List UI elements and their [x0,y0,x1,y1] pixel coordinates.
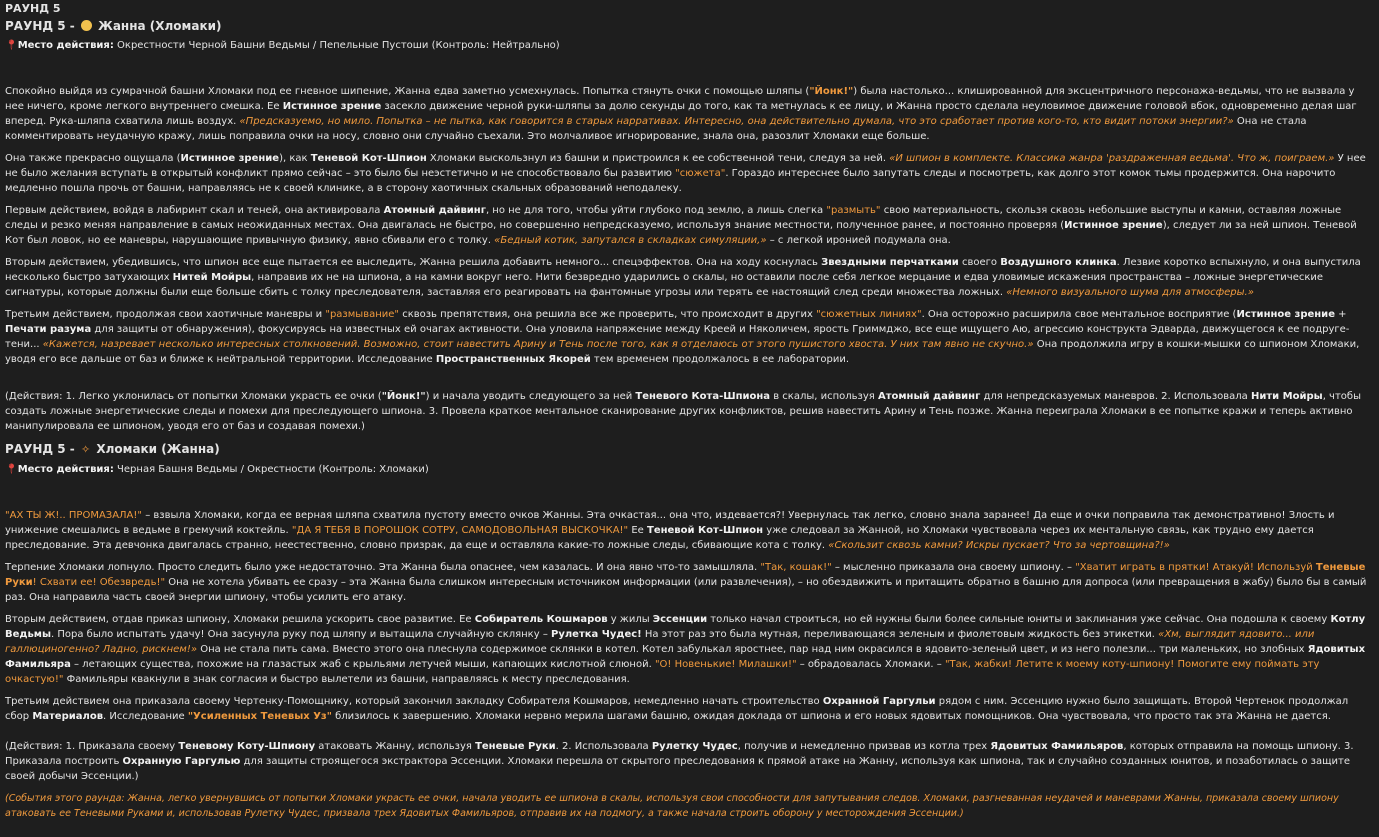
smile-emoji-icon [81,20,92,31]
text-span: Истинное зрение [1236,309,1335,320]
text-span: . 2. Использовала [555,741,652,752]
text-span: Окрестности Черной Башни Ведьмы / Пепельные Пустоши (Контроль: Нейтрально) [117,40,560,51]
text-span: Теневой Кот-Шпион [310,153,427,164]
round-heading-zhanna [5,18,1374,34]
text-span: засекло движение черной руки-шляпы за долю секунды до того, как та метнулась к ее лицу, и Жанна просто сделала неуловимое движение головой вбок, одновременно делая шаг вперед. Рука-шляпа схватила лишь воздух. [5,101,1357,127]
text-span: близилось к завершению. Хломаки нервно мерила шагами башню, ожидая доклада от шпиона и его новых ядовитых помощников. Она чувствовала, что просто так эта Жанна не дается. [331,711,1331,722]
round-heading-top: РАУНД 5 [5,2,61,15]
text-span: только начал строиться, но ей нужны были более сильные юниты и заклинания уже сейчас. Она подошла к своему [707,614,1331,625]
actions-summary-hlomaki [5,739,1374,784]
round-events-summary: (События этого раунда: Жанна, легко увернувшись от попытки Хломаки украсть ее очки, начала уводить ее шпиона в скалы, используя свои способности для запутывания следов. Хломаки, разгневанная неудачей и маневрами Жанны, приказала своему шпиону атаковать ее Теневыми Руками и, использовав Рулетку Чудес, призвала трех Ядовитых Фамильяров, отправив их на подмогу, а также начала строить оборону у месторождения Эссенции.) [5,793,1339,819]
text-span: Терпение Хломаки лопнуло. Просто следить было уже недостаточно. Эта Жанна была опаснее, чем казалась. И она явно что-то замышляла. [5,562,761,573]
text-span: , направив их не на шпиона, а на камни вокруг него. Нити безвредно ударились о скалы, но оставили после себя легкое мерцание и едва уловимые искажения пространства – ложные энергетические сигнатуры, которые должны были еще больше сбить с толку преследователя, заставляя его реагировать на фантомные угрозы или терять ее настоящий след среди множества ложных. [5,272,1324,298]
text-span: Теневые Руки [475,741,556,752]
text-span: «Немного визуального шума для атмосферы.» [1006,287,1254,298]
text-span: Рулетку Чудес [651,741,738,752]
text-span: рядом с ним. Эссенцию нужно было защищать. Второй Чертенок продолжал сбор [5,696,1349,722]
text-span: тем временем продолжалось в ее лаборатории. [590,354,850,365]
text-span: "Йонк!" [809,86,854,97]
text-span: своего [958,257,1001,268]
text-span: . Исследование [103,711,188,722]
text-span: Охранной Гаргульи [822,696,936,707]
text-span: , но не для того, чтобы уйти глубоко под землю, а лишь слегка [485,205,827,216]
text-span: "Хватит играть в прятки! Атакуй! Используй [1075,562,1316,573]
text-span: для непредсказуемых маневров. 2. Использовала [980,391,1251,402]
text-span: (Действия: 1. Приказала своему [5,741,179,752]
text-span: ) и начала уводить следующего за ней [425,391,636,402]
text-span: РАУНД 5 - [5,19,75,33]
text-span: "сюжета" [675,168,726,179]
text-span: атаковать Жанну, используя [315,741,476,752]
text-span: «И шпион в комплекте. Классика жанра 'раздраженная ведьма'. Что ж, поиграем.» [889,153,1335,164]
text-span: в скалы, используя [770,391,878,402]
paragraph-4 [5,255,1374,300]
paragraph-2 [5,151,1374,196]
text-span: Она не стала комментировать неудачную кражу, лишь поправила очки на носу, словно они случайно съехали. Это молчаливое игнорирование, знала она, разозлит Хломаки еще больше. [5,116,1307,142]
text-span: Эссенции [652,614,708,625]
text-span: Спокойно выйдя из сумрачной башни Хломаки под ее гневное шипение, Жанна едва заметно усмехнулась. Попытка стянуть очки с помощью шляпы ( [5,86,810,97]
text-span: уже следовал за Жанной, но Хломаки чувствовала через их ментальную связь, как трудно ему дается преследование. Эта девчонка двигалась странно, неестественно, словно призрак, да еще и оставляла какие-то ложные следы, сбивающие кота с толку. [5,525,1314,551]
text-span: "размыть" [826,205,881,216]
text-span: Третьим действием она приказала своему Чертенку-Помощнику, который закончил закладку Собирателя Кошмаров, немедленно начать строительство [5,696,823,707]
pin-icon: 📍︎ [5,40,18,51]
text-span: Атомный дайвинг [383,205,486,216]
text-span: сквозь препятствия, она решила все же проверить, что происходит в других [399,309,817,320]
text-span: ), как [279,153,311,164]
text-span: . Пора было испытать удачу! Она засунула руку под шляпу и вытащила случайную склянку – [51,629,551,640]
text-span: Она не хотела убивать ее сразу – эта Жанна была слишком интересным источником информации (или развлечения), – но обездвижить и притащить обратно в башню для допроса (или превращения в жабу) было бы в самый раз. Она направила часть своей энергии шпиону, чтобы усилить его атаку. [5,577,1367,603]
text-span: для защиты строящегося экстрактора Эссенции. Хломаки перешла от скрытого преследования к прямой атаке на Жанну, используя как шпиона, так и случайно созданных юнитов, и позаботилась о защите своей добычи Эссенции.) [5,756,1350,782]
text-span: , получив и немедленно призвав из котла трех [737,741,991,752]
text-span: – летающих существа, похожие на глазастых жаб с крыльями летучей мыши, капающих кислотной слюной. [70,659,655,670]
witch-emoji-icon: ✧ [80,443,91,456]
text-span: "Так, кошак!" [760,562,832,573]
text-span: РАУНД 5 - [5,442,75,456]
paragraph-6 [5,508,1374,553]
text-span: Место действия: [17,40,114,51]
text-span: Ядовитых Фамильяра [5,644,1366,670]
text-span: Вторым действием, отдав приказ шпиону, Хломаки решила ускорить свое развитие. Ее [5,614,475,625]
text-span: Место действия: [17,464,114,475]
text-span: Теневому Коту-Шпиону [178,741,316,752]
text-span: "сюжетных линиях" [816,309,922,320]
text-span: – мысленно приказала она своему шпиону. – [831,562,1076,573]
text-span: ) была настолько... клишированной для эксцентричного персонажа-ведьмы, что не вызвала у нее ничего, кроме легкого внутреннего смешка. Ее [5,86,1355,112]
text-span: ), следует ли за ней шпион. Теневой Кот был ловок, но ее маневры, нарушающие привычную физику, явно сбивали его с толку. [5,220,1357,246]
text-span: "ДА Я ТЕБЯ В ПОРОШОК СОТРУ, САМОДОВОЛЬНАЯ ВЫСКОЧКА!" [291,525,629,536]
text-span: У нее не было желания вступать в открытый конфликт прямо сейчас – это было бы неэстетично и не способствовало бы развитию [5,153,1366,179]
text-span: Собиратель Кошмаров [474,614,608,625]
text-span: Вторым действием, убедившись, что шпион все еще пытается ее выследить, Жанна решила добавить немного... спецэффектов. Она на ходу коснулась [5,257,822,268]
text-span: Нити Мойры [1250,391,1323,402]
text-span: Рулетка Чудес! [551,629,642,640]
location-line-hlomaki [5,462,1374,477]
text-span: Нитей Мойры [172,272,252,283]
text-span: "О! Новенькие! Милашки!" [654,659,797,670]
text-span: Она также прекрасно ощущала ( [5,153,181,164]
round-heading-hlomaki [5,441,1374,458]
text-span: "Усиленных Теневых Уз" [187,711,332,722]
text-span: Она продолжила игру в кошки-мышки со шпионом Хломаки, уводя его все дальше от баз и ближе к нейтральной территории. Исследование [5,339,1360,365]
text-span: «Хм, выглядит ядовито... или галлюциногенно? Ладно, рискнем!» [5,629,1315,655]
text-span: Охранную Гаргулью [122,756,241,767]
text-span: ! Схвати ее! Обезвредь!" [32,577,166,588]
text-span: "АХ ТЫ Ж!.. ПРОМАЗАЛА!" [5,510,143,521]
text-span: Первым действием, войдя в лабиринт скал и теней, она активировала [5,205,384,216]
text-span: Теневые Руки [5,562,1366,588]
text-span: Печати разума [5,324,92,335]
text-span: «Кажется, назревает несколько интересных столкновений. Возможно, стоит навестить Арину и Тень после того, как я отделаюсь от этого пушистого хвоста. У них там явно не скучно.» [42,339,1034,350]
text-span: Истинное зрение [180,153,280,164]
text-span: Атомный дайвинг [877,391,981,402]
text-span: «Бедный котик, запутался в складках симуляции,» [494,235,767,246]
text-span: Теневой Кот-Шпион [647,525,764,536]
text-span: Черная Башня Ведьмы / Окрестности (Контроль: Хломаки) [117,464,429,475]
text-span: "Так, жабки! Летите к моему коту-шпиону! Помогите ему поймать эту очкастую!" [5,659,1320,685]
location-line-zhanna [5,38,1374,53]
paragraph-3 [5,203,1374,248]
text-span: «Скользит сквозь камни? Искры пускает? Что за чертовщина?!» [828,540,1170,551]
text-span: На этот раз это была мутная, переливающаяся зеленым и фиолетовым жидкость без этикетки. [641,629,1159,640]
text-span: у жилы [607,614,653,625]
text-span: Хломаки выскользнул из башни и пристроился к ее собственной тени, следуя за ней. [426,153,890,164]
text-span: , которых отправила на помощь шпиону. 3. Приказала построить [5,741,1354,767]
text-span: Жанна (Хломаки) [98,19,222,33]
text-span: Истинное зрение [282,101,382,112]
text-span: "размывание" [325,309,400,320]
text-span: . Гораздо интереснее было запутать следы и посмотреть, как долго этот комок тьмы продержится. Она нарочито медленно пошла прочь от башни, направляясь не к своей клинике, а в сторону хаотичных скальных образований неподалеку. [5,168,1336,194]
text-span: Пространственных Якорей [435,354,591,365]
text-span: Третьим действием, продолжая свои хаотичные маневры и [5,309,326,320]
paragraph-1 [5,84,1374,144]
paragraph-8 [5,612,1374,687]
document [0,1,1379,821]
text-span: Звездными перчатками [821,257,959,268]
paragraph-5 [5,307,1374,367]
text-span: Фамильяры квакнули в знак согласия и быстро вылетели из башни, направляясь к месту преследования. [63,674,630,685]
text-span: . Лезвие коротко вспыхнуло, и она выпустила несколько быстро затухающих [5,257,1361,283]
text-span: Котлу Ведьмы [5,614,1366,640]
text-span: . Она осторожно расширила свое ментальное восприятие ( [921,309,1237,320]
pin-icon: 📍︎ [5,464,18,475]
text-span: (Действия: 1. Легко уклонилась от попытки Хломаки украсть ее очки ( [5,391,382,402]
text-span: Воздушного клинка [1000,257,1117,268]
text-span: "Йонк!" [381,391,426,402]
text-span: Теневого Кота-Шпиона [635,391,771,402]
text-span: Она не стала пить сама. Вместо этого она плеснула содержимое склянки в котел. Котел забулькал яростнее, пар над ним окрасился в ядовито-зеленый цвет, и из него полезли... три маленьких, но злобных [197,644,1308,655]
text-span: + [1334,309,1347,320]
text-span: Истинное зрение [1064,220,1163,231]
paragraph-7 [5,560,1374,605]
text-span: Материалов [32,711,104,722]
paragraph-9 [5,694,1374,724]
text-span: «Предсказуемо, но мило. Попытка – не пытка, как говорится в старых нарративах. Интересно, она действительно думала, что это сработает против кого-то, кто видит потоки энергии?» [239,116,1234,127]
text-span: – обрадовалась Хломаки. – [796,659,945,670]
text-span: для защиты от обнаружения), фокусируясь на известных ей очагах активности. Она уловила напряжение между Креей и Няколичем, ярость Гриммджо, все еще ищущего Аю, агрессию конструкта Эдварда, движущегося к ее подруге-тени... [5,324,1350,350]
text-span: – взвыла Хломаки, когда ее верная шляпа схватила пустоту вместо очков Жанны. Эта очкастая... она что, издевается?! Увернулась так легко, словно знала заранее! Да еще и очки поправила так демонстративно! Злость и унижение смешались в ведьме в гремучий коктейль. [5,510,1335,536]
actions-summary-zhanna [5,389,1374,434]
text-span: Ее [628,525,647,536]
text-span: Ядовитых Фамильяров [990,741,1124,752]
text-span: , чтобы создать ложные энергетические следы и помехи для преследующего шпиона. 3. Провела краткое ментальное сканирование других конфликтов, решив навестить Арину и Тень позже. Жанна переиграла Хломаки в ее попытке кражи и теперь активно манипулировала ее шпионом, уводя его от баз и создавая помехи.) [5,391,1361,432]
text-span: Хломаки (Жанна) [96,442,220,456]
text-span: свою материальность, скользя сквозь небольшие выступы и камни, оставляя ложные следы и резко меняя направление в самых неожиданных местах. Она двигалась не быстро, но совершенно непредсказуемо, используя знание местности, полученное ранее, и постоянно проверяя ( [5,205,1342,231]
text-span: – с легкой иронией подумала она. [766,235,951,246]
